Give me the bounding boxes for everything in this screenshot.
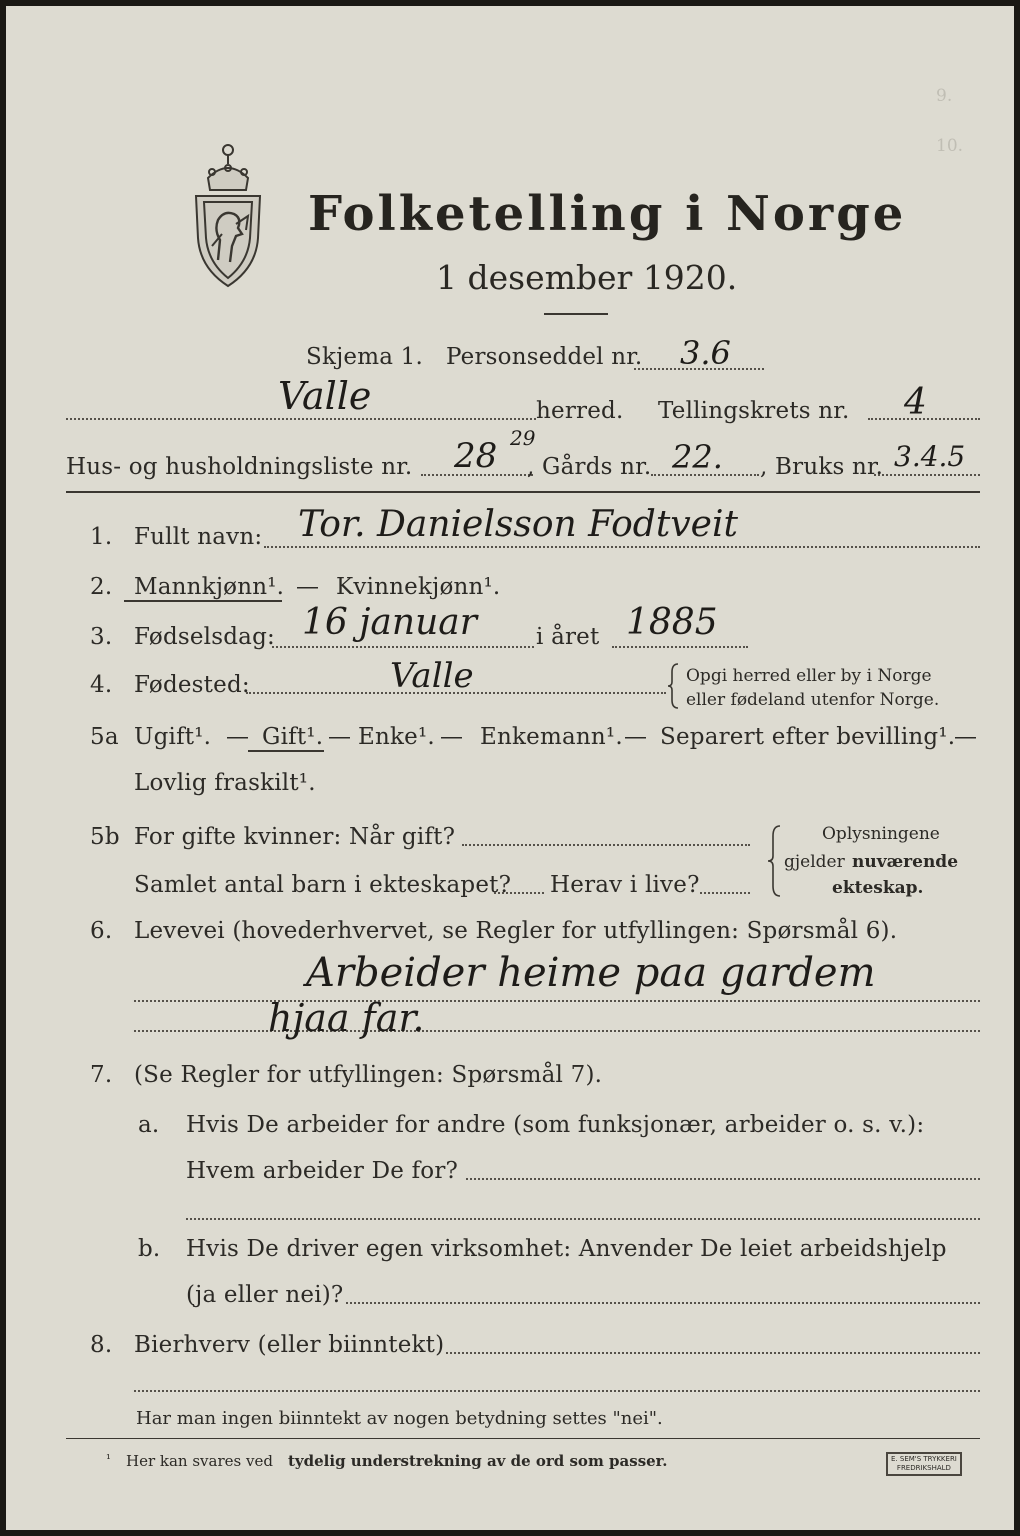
bruks-label: , Bruks nr. — [760, 454, 884, 480]
husliste-value[interactable]: 28 — [454, 436, 498, 476]
marriage-note-1: Oplysningene — [822, 824, 940, 844]
brace-icon — [666, 662, 682, 710]
birthdate-value[interactable]: 16 januar — [302, 602, 477, 643]
children-alive-label: Herav i live? — [550, 872, 700, 898]
q7-number: 7. — [90, 1062, 113, 1088]
footer-rule — [66, 1438, 980, 1439]
q8-number: 8. — [90, 1332, 113, 1358]
q7a-number: a. — [138, 1112, 160, 1138]
marital-separator: — — [226, 724, 250, 750]
married-when-label: For gifte kvinner: Når gift? — [134, 824, 456, 850]
bleed-through-text: 9. — [936, 86, 953, 106]
occupation-value-1[interactable]: Arbeider heime paa gardem — [306, 950, 876, 996]
marital-gift[interactable]: Gift¹. — [262, 724, 324, 750]
q2-number: 2. — [90, 574, 113, 600]
bruks-line — [874, 474, 980, 476]
personseddel-label: Personseddel nr. — [446, 344, 643, 370]
gift-underline — [248, 750, 324, 752]
birthplace-value[interactable]: Valle — [390, 656, 474, 696]
marital-ugift[interactable]: Ugift¹. — [134, 724, 212, 750]
q7-label: (Se Regler for utfyllingen: Spørsmål 7). — [134, 1062, 603, 1088]
census-form — [6, 6, 1014, 1530]
marital-separator: — — [328, 724, 352, 750]
marital-separator: — — [440, 724, 464, 750]
herred-line — [66, 418, 536, 420]
children-total-label: Samlet antal barn i ekteskapet? — [134, 872, 512, 898]
footnote-mark: ¹ — [106, 1452, 111, 1466]
occupation-line-2 — [134, 1030, 980, 1032]
year-label: i året — [536, 624, 600, 650]
male-underline — [124, 600, 282, 602]
marriage-note-3: ekteskap. — [832, 878, 924, 898]
printer-name: E. SEM'S TRYKKERI — [891, 1455, 957, 1463]
printer-stamp — [886, 1452, 962, 1476]
q5b-number: 5b — [90, 824, 120, 850]
q3-label: Fødselsdag: — [134, 624, 275, 650]
q7b-question: (ja eller nei)? — [186, 1282, 344, 1308]
married-when-line — [462, 844, 750, 846]
occupation-value-2[interactable]: hjaa far. — [268, 996, 425, 1040]
q8-line-2 — [134, 1390, 980, 1392]
marital-separator: — — [954, 724, 978, 750]
schema-label: Skjema 1. — [306, 344, 424, 370]
children-alive-line — [700, 892, 750, 894]
q7b-label: Hvis De driver egen virksomhet: Anvender De leiet arbeidshjelp — [186, 1236, 947, 1262]
q7b-line — [346, 1302, 980, 1304]
birthplace-note-1: Opgi herred eller by i Norge — [686, 666, 932, 686]
q5a-number: 5a — [90, 724, 119, 750]
gender-option-female[interactable]: Kvinnekjønn¹. — [336, 574, 501, 600]
marriage-note-2b: nuværende — [852, 852, 959, 872]
birthplace-note-2: eller fødeland utenfor Norge. — [686, 690, 940, 710]
gender-separator: — — [296, 574, 320, 600]
q8-line — [446, 1352, 980, 1354]
herred-label: herred. — [536, 398, 624, 424]
q8-label: Bierhverv (eller biinntekt) — [134, 1332, 445, 1358]
q1-label: Fullt navn: — [134, 524, 263, 550]
no-income-note: Har man ingen biinntekt av nogen betydning settes "nei". — [136, 1408, 663, 1429]
census-date: 1 desember 1920. — [436, 258, 738, 297]
bleed-through-text: 10. — [936, 136, 964, 156]
bruks-value[interactable]: 3.4.5 — [894, 440, 966, 473]
q3-line — [272, 646, 534, 648]
personseddel-value[interactable]: 3.6 — [680, 334, 731, 372]
footnote-text-a: Her kan svares ved — [126, 1452, 273, 1470]
birth-year-value[interactable]: 1885 — [626, 602, 718, 643]
gards-value[interactable]: 22. — [672, 438, 723, 476]
marital-enke[interactable]: Enke¹. — [358, 724, 435, 750]
q6-number: 6. — [90, 918, 113, 944]
footnote-text-b: tydelig understrekning av de ord som passer. — [288, 1452, 668, 1470]
tellingskrets-value[interactable]: 4 — [904, 382, 927, 423]
children-total-line — [494, 892, 544, 894]
marital-separator: — — [624, 724, 648, 750]
q4-label: Fødested: — [134, 672, 250, 698]
occupation-line-1 — [134, 1000, 980, 1002]
husliste-value-superscript[interactable]: 29 — [510, 426, 536, 450]
q4-number: 4. — [90, 672, 113, 698]
q6-label: Levevei (hovederhvervet, se Regler for utfyllingen: Spørsmål 6). — [134, 918, 898, 944]
form-title: Folketelling i Norge — [308, 186, 907, 242]
q7a-line-2 — [186, 1218, 980, 1220]
full-name-value[interactable]: Tor. Danielsson Fodtveit — [298, 504, 738, 545]
marital-enkemann[interactable]: Enkemann¹. — [480, 724, 623, 750]
q7a-line — [466, 1178, 980, 1180]
q7a-question: Hvem arbeider De for? — [186, 1158, 459, 1184]
q7a-label: Hvis De arbeider for andre (som funksjonær, arbeider o. s. v.): — [186, 1112, 925, 1138]
q1-line — [264, 546, 980, 548]
header-rule — [66, 491, 980, 493]
q1-number: 1. — [90, 524, 113, 550]
year-line — [612, 646, 748, 648]
husliste-label: Hus- og husholdningsliste nr. — [66, 454, 413, 480]
tellingskrets-label: Tellingskrets nr. — [658, 398, 850, 424]
q3-number: 3. — [90, 624, 113, 650]
brace-icon — [766, 824, 784, 898]
title-divider — [544, 313, 608, 315]
marriage-note-2a: gjelder — [784, 852, 845, 872]
marital-separert[interactable]: Separert efter bevilling¹. — [660, 724, 956, 750]
marital-fraskilt[interactable]: Lovlig fraskilt¹. — [134, 770, 316, 796]
coat-of-arms-icon — [186, 138, 270, 290]
gards-label: , Gårds nr. — [527, 454, 652, 480]
gender-option-male[interactable]: Mannkjønn¹. — [134, 574, 285, 600]
printer-city: FREDRIKSHALD — [896, 1464, 951, 1472]
herred-value[interactable]: Valle — [278, 374, 372, 418]
q7b-number: b. — [138, 1236, 161, 1262]
